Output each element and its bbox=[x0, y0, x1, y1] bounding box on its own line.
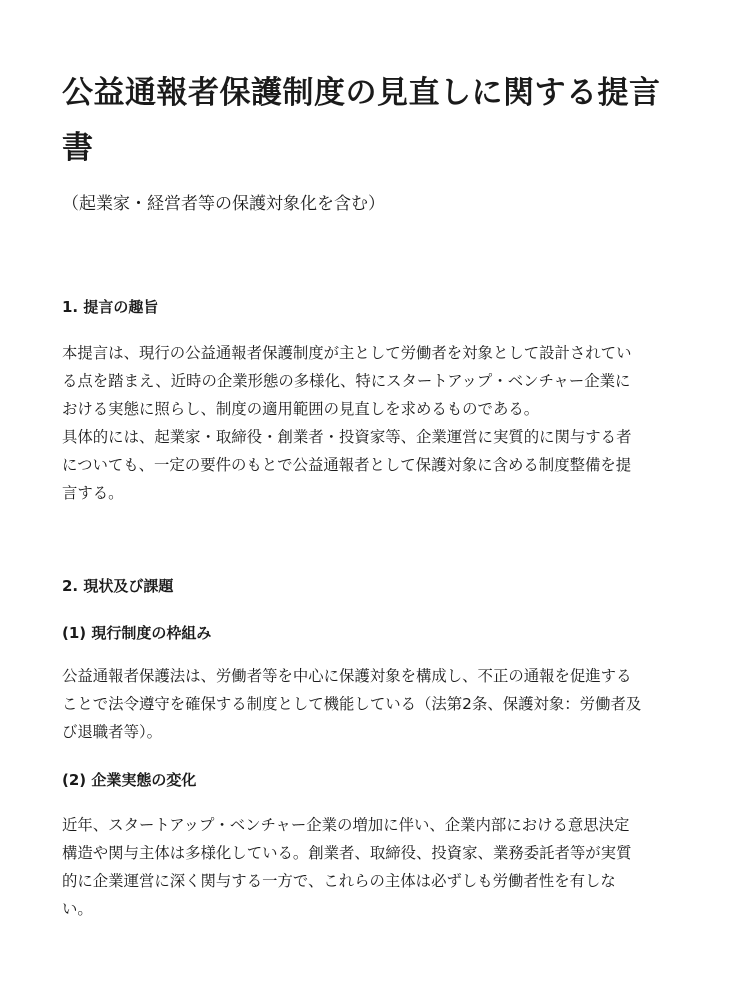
paragraph-line: 近年、スタートアップ・ベンチャー企業の増加に伴い、企業内部における意思決定 bbox=[62, 816, 630, 834]
subsection-2-2-paragraph bbox=[62, 811, 662, 923]
paragraph-line: についても、一定の要件のもとで公益通報者として保護対象に含める制度整備を提 bbox=[62, 456, 632, 474]
paragraph-line: 言する。 bbox=[62, 484, 124, 502]
paragraph-line: び退職者等）。 bbox=[62, 723, 163, 741]
paragraph-line: おける実態に照らし、制度の適用範囲の見直しを求めるものである。 bbox=[62, 400, 540, 418]
section-1-paragraph bbox=[62, 339, 662, 507]
paragraph-line: い。 bbox=[62, 900, 93, 918]
paragraph-line: る点を踏まえ、近時の企業形態の多様化、特にスタートアップ・ベンチャー企業に bbox=[62, 372, 631, 390]
section-1-heading: 1. 提言の趣旨 bbox=[62, 298, 159, 316]
paragraph-line: 公益通報者保護法は、労働者等を中心に保護対象を構成し、不正の通報を促進する bbox=[62, 667, 632, 685]
paragraph-line: 的に企業運営に深く関与する一方で、これらの主体は必ずしも労働者性を有しな bbox=[62, 872, 616, 890]
document-subtitle: （起業家・経営者等の保護対象化を含む） bbox=[62, 194, 385, 214]
paragraph-line: 構造や関与主体は多様化している。創業者、取締役、投資家、業務委託者等が実質 bbox=[62, 844, 632, 862]
subsection-2-2-heading: (2) 企業実態の変化 bbox=[62, 771, 197, 789]
subsection-2-1-paragraph bbox=[62, 662, 662, 746]
paragraph-line: 具体的には、起業家・取締役・創業者・投資家等、企業運営に実質的に関与する者 bbox=[62, 428, 632, 446]
section-2-heading: 2. 現状及び課題 bbox=[62, 577, 174, 595]
subsection-2-1-heading: (1) 現行制度の枠組み bbox=[62, 624, 212, 642]
paragraph-line: ことで法令遵守を確保する制度として機能している（法第2条、保護対象：労働者及 bbox=[62, 695, 642, 713]
document-title: 公益通報者保護制度の見直しに関する提言書 bbox=[62, 75, 661, 166]
paragraph-line: 本提言は、現行の公益通報者保護制度が主として労働者を対象として設計されてい bbox=[62, 344, 632, 362]
